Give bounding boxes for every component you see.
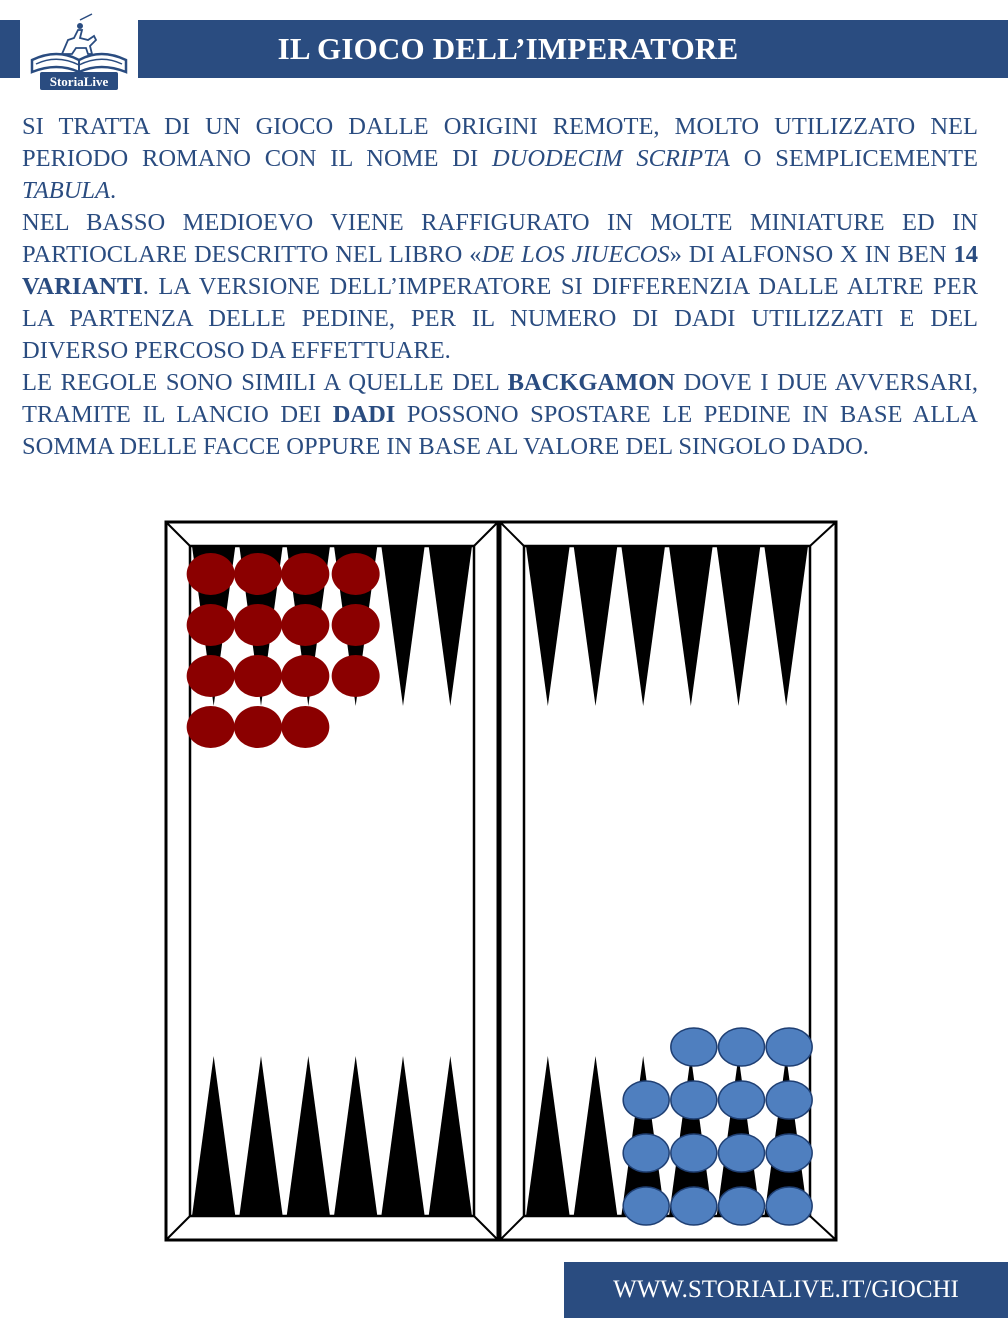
blue-checker: [766, 1187, 812, 1225]
blue-checker: [623, 1187, 669, 1225]
text-span: DOVE I DUE AVVERSARI, TRAMITE IL LANCIO DEI: [22, 369, 978, 428]
website-link[interactable]: WWW.STORIALIVE.IT/GIOCHI: [613, 1276, 959, 1303]
game-board: [164, 520, 840, 1244]
red-checker: [281, 655, 329, 697]
red-checker: [234, 604, 282, 646]
paragraph-rules: [22, 367, 978, 463]
text-span: . LA VERSIONE DELL’IMPERATORE SI DIFFERENZIA DALLE ALTRE PER LA PARTENZA DELLE PEDINE, PER IL NUMERO DI DADI UTILIZZATI E DEL DIVERSO PERCOSO DA EFFETTUARE.: [22, 273, 978, 364]
blue-checker: [671, 1134, 717, 1172]
red-checker: [234, 706, 282, 748]
blue-checker: [766, 1081, 812, 1119]
red-checker: [234, 553, 282, 595]
header-bar: [138, 20, 1008, 78]
blue-checker: [766, 1134, 812, 1172]
italic-term: TABULA: [22, 177, 111, 204]
blue-checker: [719, 1081, 765, 1119]
bold-term: BACKGAMON: [507, 369, 676, 396]
text-span: .: [110, 177, 117, 204]
paragraph-medieval: [22, 207, 978, 367]
blue-checker: [719, 1028, 765, 1066]
text-span: SI TRATTA DI UN GIOCO DALLE ORIGINI REMOTE, MOLTO UTILIZZATO NEL PERIODO ROMANO CON IL NOME DI: [22, 113, 978, 172]
blue-checker: [719, 1134, 765, 1172]
storialive-logo: [22, 10, 136, 94]
blue-checker: [671, 1028, 717, 1066]
italic-term: DUODECIM SCRIPTA: [491, 145, 730, 172]
italic-term: DE LOS JIUECOS: [481, 241, 670, 268]
red-checker: [187, 553, 235, 595]
footer-bar: [564, 1262, 1008, 1318]
bold-term: DADI: [332, 401, 396, 428]
red-checker: [187, 655, 235, 697]
board-drawing: [164, 520, 840, 1244]
text-span: O SEMPLICEMENTE: [729, 145, 979, 172]
red-checker: [332, 655, 380, 697]
blue-checker: [671, 1081, 717, 1119]
board-panel-inner: [524, 546, 810, 1216]
red-checker: [332, 553, 380, 595]
blue-checker: [766, 1028, 812, 1066]
blue-checker: [623, 1134, 669, 1172]
blue-checker: [719, 1187, 765, 1225]
paragraph-origins: [22, 111, 978, 207]
text-span: LE REGOLE SONO SIMILI A QUELLE DEL: [22, 369, 508, 396]
text-span: POSSONO SPOSTARE LE PEDINE IN BASE ALLA SOMMA DELLE FACCE OPPURE IN BASE AL VALORE DEL SINGOLO DADO.: [22, 401, 979, 460]
text-span: NEL BASSO MEDIOEVO VIENE RAFFIGURATO IN MOLTE MINIATURE ED IN PARTIOCLARE DESCRITTO NEL LIBRO «: [22, 209, 978, 268]
blue-checker: [623, 1081, 669, 1119]
red-checker: [187, 706, 235, 748]
text-span: » DI ALFONSO X IN BEN: [669, 241, 954, 268]
red-checker: [281, 706, 329, 748]
bold-term: 14 VARIANTI: [22, 241, 978, 300]
red-checker: [234, 655, 282, 697]
header-accent-left: [0, 20, 20, 78]
page-title: IL GIOCO DELL’IMPERATORE: [277, 31, 739, 66]
red-checker: [281, 604, 329, 646]
description: [22, 111, 978, 463]
board-panel-inner: [190, 546, 474, 1216]
blue-checker: [671, 1187, 717, 1225]
red-checker: [281, 553, 329, 595]
red-checker: [187, 604, 235, 646]
red-checker: [332, 604, 380, 646]
logo-text: StoriaLive: [49, 74, 109, 89]
